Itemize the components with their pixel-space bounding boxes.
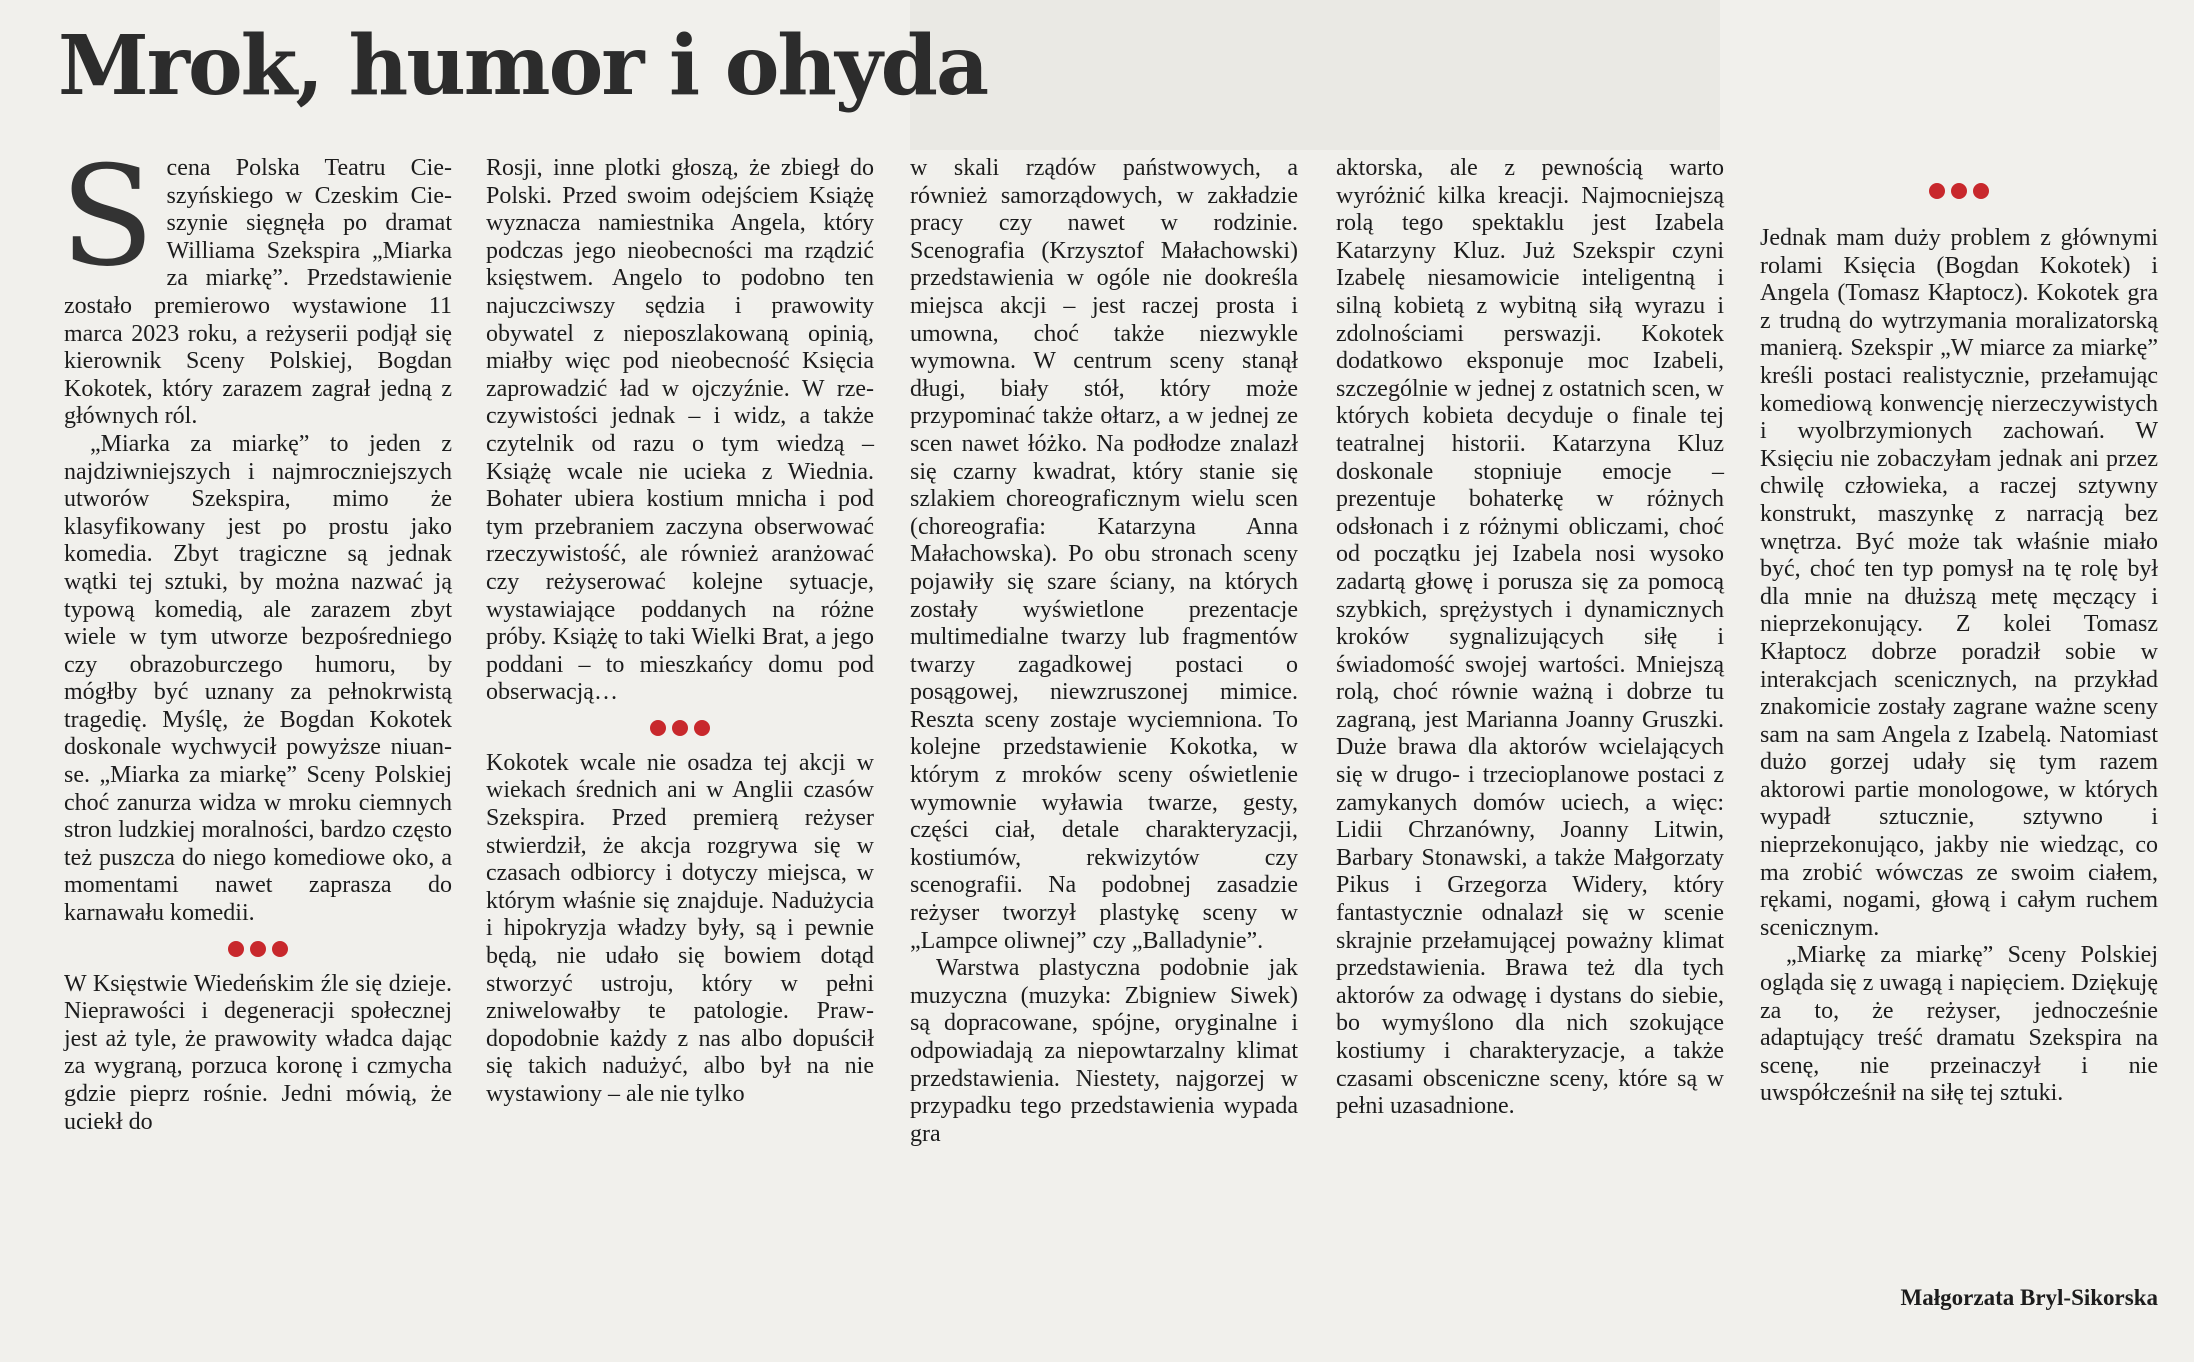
divider-dot: [1929, 183, 1945, 199]
divider-dot: [272, 941, 288, 957]
section-divider-dots: [64, 938, 452, 960]
paragraph: Kokotek wcale nie osadza tej akcji w wiekach średnich ani w Anglii czasów Szekspira. Przed premierą reżyser stwierdził, że akcja rozgrywa się w czasach odbiorcy i dotyczy miejsca, w którym właśnie się znajduje. Nadużycia i hipokryzja władzy były, są i pewnie będą, nie udało się bowiem dotąd stworzyć ustroju, który w pełni zniwelowałby te patologie. Prawdopodobnie każdy z nas albo dopuścił się takich nadużyć, albo był na nie wystawiony – ale nie tylko: [486, 749, 874, 1107]
article-headline: Mrok, humor i ohyda: [58, 18, 988, 114]
paragraph: aktorska, ale z pewnością warto wyróżnić kilka kreacji. Najmocniejszą rolą tego spektaklu jest Izabela Katarzyny Kluz. Już Szekspir czyni Izabelę niesamowicie inteligentną i silną kobietą z wybitną siłą wyrazu i zdolnościami perswazji. Kokotek dodatkowo eksponuje moc Izabeli, szczególnie w jednej z ostatnich scen, w których kobieta decyduje o finale tej teatralnej historii. Katarzyna Kluz doskonale stopniuje emocje – prezentuje bohaterkę w różnych odsłonach i z różnymi obliczami, choć od początku jej Izabela nosi wysoko zadartą głowę i porusza się za pomocą szybkich, sprężystych i dynamicznych kroków sygnalizujących siłę i świadomość swojej wartości. Mniejszą rolą, choć równie ważną i dobrze tu zagraną, jest Marianna Joanny Gruszki. Duże brawa dla aktorów wcielających się w drugo- i trzecioplanowe postaci z zamykanych domów uciech, a więc: Lidii Chrzanówny, Joanny Litwin, Barbary Stonawski, a także Małgorzaty Pikus i Grzegorza Widery, który fantastycznie odnalazł się w scenie skrajnie przełamującej poważny klimat przedstawienia. Brawa też dla tych aktorów za odwagę i dystans do siebie, bo wymyślono dla nich szokujące kostiumy i charakteryzacje, a także czasami obsceniczne sceny, które są w pełni uzasadnione.: [1336, 155, 1724, 1120]
paragraph: „Miarkę za miarkę” Sceny Polskiej ogląda się z uwagą i napięciem. Dziękuję za to, że reżyser, jednocześnie adaptujący treść dramatu Szekspira na scenę, nie przeinaczył i nie uwspółcześnił na siłę tej sztuki.: [1760, 942, 2158, 1107]
drop-cap: S: [60, 136, 155, 297]
paragraph: Jednak mam duży problem z głównymi rolami Księcia (Bogdan Kokotek) i Angela (Tomasz Kłaptocz). Kokotek gra z trudną do wytrzymania moralizatorską manierą. Szekspir „W miarce za miarkę” kreśli postaci realistycznie, przełamując komediową konwencję nierzeczywistych i wyolbrzymionych zachowań. W Księciu nie zobaczyłam jednak ani przez chwilę człowieka, a raczej sztywny konstrukt, maszynkę z narracją bez wnętrza. Być może tak właśnie miało być, choć ten typ pomysł na tę rolę był dla mnie na dłuższą metę męczący i nieprzekonujący. Z kolei Tomasz Kłaptocz dobrze poradził sobie w interakcjach scenicznych, na przykład znakomicie zostały zagrane ważne sceny sam na sam Angela z Izabelą. Natomiast dużo gorzej udały się tym razem aktorowi partie monologowe, w których wypadł sztucznie, sztywno i nieprzekonująco, jakby nie wiedząc, co ma zrobić wówczas ze swoim ciałem, rękami, nogami, głową i całym ruchem scenicznym.: [1760, 225, 2158, 941]
divider-dot: [1951, 183, 1967, 199]
paragraph: Rosji, inne plotki głoszą, że zbiegł do Polski. Przed swoim odejściem Książę wyznacza namiestnika Angela, który podczas jego nieobecności ma rządzić księstwem. Angelo to podobno ten najuczciwszy sędzia i prawowity obywatel z nieposzlakowaną opinią, miałby więc pod nieobecność Księcia zaprowadzić ład w ojczyźnie. W rzeczywistości jednak – i widz, a także czytelnik od razu o tym wiedzą – Książę wcale nie ucieka z Wiednia. Bohater ubiera kostium mnicha i pod tym przebraniem zaczyna obserwować rzeczywistość, ale również aranżować czy reżyserować kolejne sytuacje, wystawiające poddanych na różne próby. Książę to taki Wielki Brat, a jego poddani – to mieszkańcy domu pod obserwacją…: [486, 155, 874, 706]
paragraph: „Miarka za miarkę” to jeden z najdziwniejszych i najmroczniejszych utworów Szekspira, mimo że klasyfikowany jest po prostu jako komedia. Zbyt tragiczne są jednak wątki tej sztuki, by można nazwać ją typową komedią, ale zarazem zbyt wiele w tym utworze bezpośredniego czy obrazoburczego humoru, by mógłby być uznany za pełnokrwistą tragedię. Myślę, że Bogdan Kokotek doskonale wychwycił powyższe niuanse. „Miarka za miarkę” Sceny Polskiej choć zanurza widza w mroku ciemnych stron ludzkiej moralności, bardzo często też puszcza do niego komediowe oko, a momentami nawet zaprasza do karnawału komedii.: [64, 430, 452, 927]
divider-dot: [672, 720, 688, 736]
article-column-5: [1760, 225, 2158, 1108]
paragraph: cena Polska Teatru Cieszyńskiego w Czeskim Cieszynie sięgnęła po dramat Williama Szekspira „Miarka za miarkę”. Przedstawienie zostało premierowo wystawione 11 marca 2023 roku, a reżyserii podjął się kierownik Sceny Polskiej, Bogdan Kokotek, który zarazem zagrał jedną z głównych ról.: [64, 155, 452, 430]
divider-dot: [694, 720, 710, 736]
author-byline: Małgorzata Bryl-Sikorska: [1900, 1285, 2158, 1310]
paragraph: W Księstwie Wiedeńskim źle się dzieje. Nieprawości i degeneracji społecznej jest aż tyle, że prawowity władca dając za wygraną, porzuca koronę i czmycha gdzie pieprz rośnie. Jedni mówią, że uciekł do: [64, 970, 452, 1135]
paragraph: w skali rządów państwowych, a również samorządowych, w zakładzie pracy czy nawet w rodzinie. Scenografia (Krzysztof Małachowski) przedstawienia w ogóle nie dookreśla miejsca akcji – jest raczej prosta i umowna, choć także niezwykle wymowna. W centrum sceny stanął długi, biały stół, który może przypominać także ołtarz, a w jednej ze scen nawet łóżko. Na podłodze znalazł się czarny kwadrat, który stanie się szlakiem choreograficznym wielu scen (choreografia: Katarzyna Anna Małachowska). Po obu stronach sceny pojawiły się szare ściany, na których zostały wyświetlone prezentacje multimedialne twarzy lub fragmentów twarzy zagadkowej postaci o posągowej, niewzruszonej mimice. Reszta sceny zostaje wyciemniona. To kolejne przedstawienie Kokotka, w którym z mroków sceny oświetlenie wymownie wyławia twarze, gesty, części ciał, detale charakteryzacji, kostiumów, rekwizytów czy scenografii. Na podobnej zasadzie reżyser tworzył plastykę sceny w „Lampce oliwnej” czy „Balladynie”.: [910, 155, 1298, 954]
show-through-photo: [910, 0, 1720, 150]
article-column-4: [1336, 155, 1724, 1121]
article-column-3: [910, 155, 1298, 1148]
article-column-2: [486, 155, 874, 1109]
section-divider-dots: [1760, 180, 2158, 202]
divider-dot: [650, 720, 666, 736]
paragraph: Warstwa plastyczna podobnie jak muzyczna (muzyka: Zbigniew Siwek) są dopracowane, spójne, oryginalne i odpowiadają za niepowtarzalny klimat przedstawienia. Niestety, najgorzej w przypadku tego przedstawienia wypada gra: [910, 955, 1298, 1147]
article-column-1: [60, 136, 452, 1136]
divider-dot: [250, 941, 266, 957]
divider-dot: [228, 941, 244, 957]
section-divider-dots: [486, 717, 874, 739]
divider-dot: [1973, 183, 1989, 199]
